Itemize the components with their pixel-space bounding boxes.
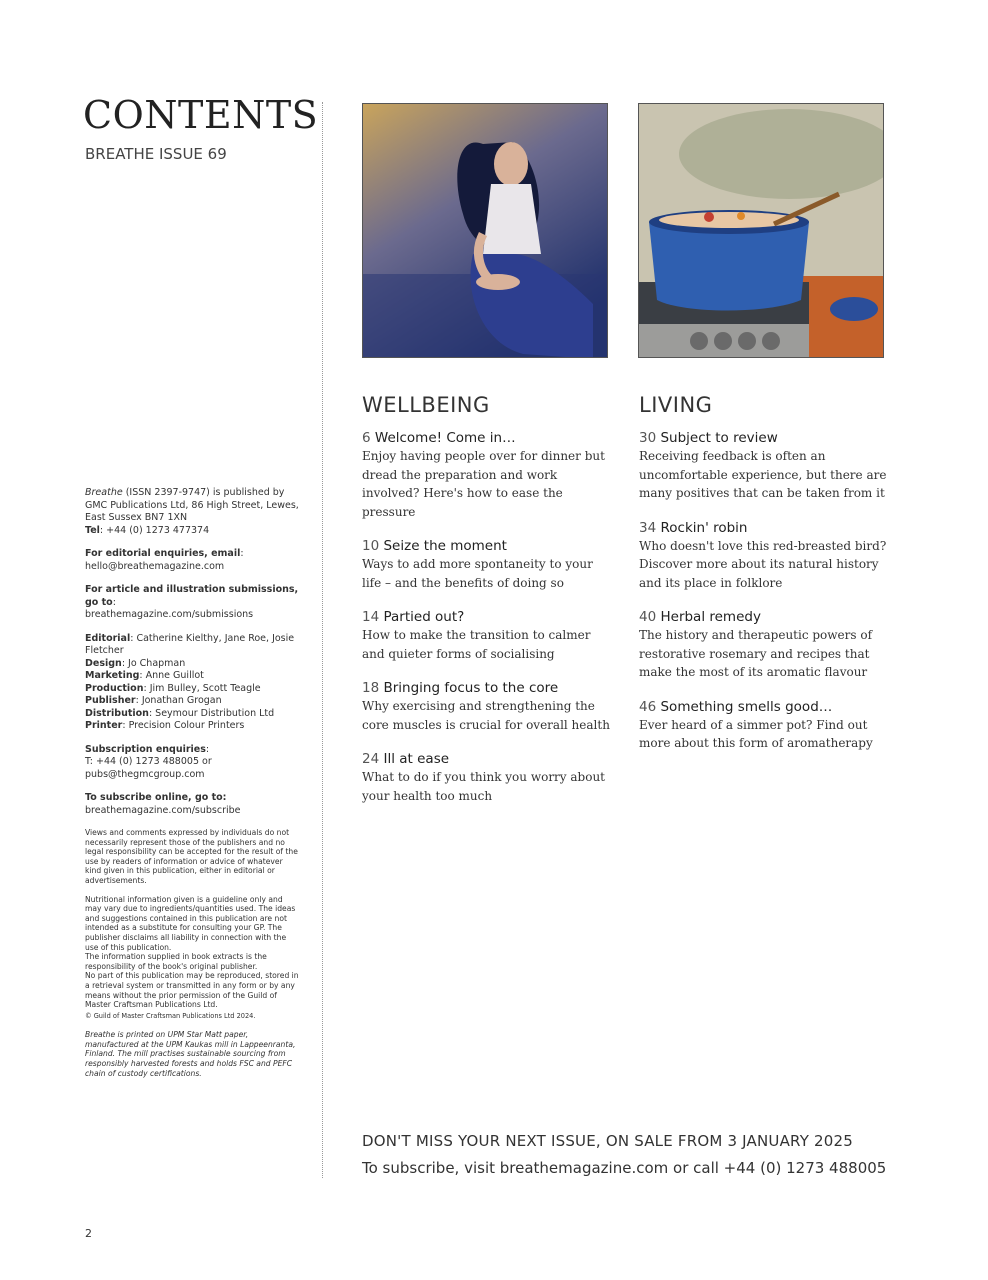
simmer-pot-illustration xyxy=(638,103,884,358)
contents-entry[interactable] xyxy=(639,698,889,753)
submissions-link[interactable]: breathemagazine.com/submissions xyxy=(85,609,254,620)
staff-row: Publisher: Jonathan Grogan xyxy=(85,695,222,706)
staff-list xyxy=(85,633,300,733)
entry-page: 18 xyxy=(362,680,380,696)
section-wellbeing xyxy=(362,393,612,821)
section-living xyxy=(639,393,889,769)
editorial-contact: For editorial enquiries, email: hello@breathemagazine.com xyxy=(85,548,244,572)
entry-title: Herbal remedy xyxy=(660,609,761,625)
section-heading: LIVING xyxy=(639,393,713,417)
entry-title: Rockin' robin xyxy=(660,519,748,536)
contents-entry[interactable] xyxy=(639,608,889,682)
entry-page: 40 xyxy=(639,609,657,625)
subscription-enquiries: Subscription enquiries: T: +44 (0) 1273 488005 or pubs@thegmcgroup.com xyxy=(85,743,212,780)
contents-entry[interactable] xyxy=(639,429,889,503)
entry-page: 14 xyxy=(362,609,380,625)
staff-row: Distribution: Seymour Distribution Ltd xyxy=(85,707,275,719)
staff-row: Production: Jim Bulley, Scott Teagle xyxy=(85,682,261,694)
disclaimer-views: Views and comments expressed by individuals do not necessarily represent those of the publishers and no legal responsibility can be accepted for the result of the use by readers of information or advice of whatever kind given in this publication, either in editorial or advertisements. xyxy=(85,828,298,885)
contents-entry[interactable] xyxy=(362,750,612,805)
entry-page: 34 xyxy=(639,519,657,536)
entry-description: Ever heard of a simmer pot? Find out more about this form of aromatherapy xyxy=(639,717,873,750)
column-divider xyxy=(322,102,323,1178)
entry-page: 30 xyxy=(639,430,657,446)
entry-description: Who doesn't love this red-breasted bird? Discover more about its natural history and its place in folklore xyxy=(639,538,887,590)
entry-page: 6 xyxy=(362,430,371,446)
subscribe-online: To subscribe online, go to: breathemagazine.com/subscribe xyxy=(85,792,241,816)
contents-entry[interactable] xyxy=(639,519,889,593)
entry-title: Something smells good… xyxy=(660,698,833,715)
staff-row: Design: Jo Chapman xyxy=(85,657,186,669)
entry-description: The history and therapeutic powers of restorative rosemary and recipes that make the most of its aromatic flavour xyxy=(639,628,873,679)
entry-page: 46 xyxy=(639,698,657,715)
page-number: 2 xyxy=(85,1227,92,1240)
entry-title: Welcome! Come in… xyxy=(374,430,516,446)
issue-label: BREATHE ISSUE 69 xyxy=(85,145,227,163)
staff-row: Printer: Precision Colour Printers xyxy=(85,720,245,731)
section-heading: WELLBEING xyxy=(362,393,490,417)
contents-entry[interactable] xyxy=(362,679,612,734)
next-issue-notice: DON'T MISS YOUR NEXT ISSUE, ON SALE FROM 3 JANUARY 2025 xyxy=(362,1132,854,1150)
entry-description: Receiving feedback is often an uncomfortable experience, but there are many positives that can be taken from it xyxy=(639,449,887,500)
woman-illustration xyxy=(362,103,608,358)
submissions-contact: For article and illustration submissions, go to: breathemagazine.com/submissions xyxy=(85,584,299,620)
entry-page: 24 xyxy=(362,751,380,767)
woman-illustration-svg xyxy=(363,104,608,358)
entry-description: What to do if you think you worry about your health too much xyxy=(362,770,605,803)
entry-description: How to make the transition to calmer and quieter forms of socialising xyxy=(362,628,591,661)
paper-note: Breathe is printed on UPM Star Matt paper, manufactured at the UPM Kaukas mill in Lappeenranta, Finland. The mill practises sustainable sourcing from responsibly harvested forests and holds FSC and PEFC chain of custody certifications. xyxy=(85,1030,296,1078)
entry-title: Bringing focus to the core xyxy=(383,680,559,696)
colophon xyxy=(85,487,300,1087)
staff-row: Marketing: Anne Guillot xyxy=(85,670,204,681)
subscribe-link[interactable]: breathemagazine.com/subscribe xyxy=(85,804,241,816)
contents-entry[interactable] xyxy=(362,429,612,521)
subscribe-notice: To subscribe, visit breathemagazine.com or call +44 (0) 1273 488005 xyxy=(362,1159,887,1177)
entry-page: 10 xyxy=(362,538,380,554)
publisher-info: Breathe (ISSN 2397-9747) is published by GMC Publications Ltd, 86 High Street, Lewes, East Sussex BN7 1XN Tel: +44 (0) 1273 477374 xyxy=(85,487,299,536)
entry-description: Ways to add more spontaneity to your life – and the benefits of doing so xyxy=(362,557,593,590)
contents-entry[interactable] xyxy=(362,537,612,592)
copyright: © Guild of Master Craftsman Publications Ltd 2024. xyxy=(85,1011,256,1020)
editorial-email-link[interactable]: hello@breathemagazine.com xyxy=(85,560,225,572)
entry-title: Subject to review xyxy=(660,430,778,446)
contents-entry[interactable] xyxy=(362,608,612,663)
entry-title: Seize the moment xyxy=(383,538,507,554)
entry-description: Enjoy having people over for dinner but dread the preparation and work involved? Here's how to ease the pressure xyxy=(362,449,605,519)
entry-title: Ill at ease xyxy=(383,751,450,767)
page-title: CONTENTS xyxy=(83,93,319,137)
simmer-pot-illustration-svg xyxy=(639,104,884,358)
next-issue-promo xyxy=(362,1132,962,1177)
entry-description: Why exercising and strengthening the core muscles is crucial for overall health xyxy=(362,699,610,732)
staff-row: Editorial: Catherine Kielthy, Jane Roe, Josie Fletcher xyxy=(85,632,295,656)
disclaimer-legal: Nutritional information given is a guideline only and may vary due to ingredients/quantities used. The ideas and suggestions contained in this publication are not intended as a substitute for consulting your GP. The publisher disclaims all liability in connection with the use of this publication. The information supplied in book extracts is the responsibility of the book's original publisher. No part of this publication may be reproduced, stored in a retrieval system or transmitted in any form or by any means without the prior permission of the Guild of Master Craftsman Publications Ltd. © Guild of Master Craftsman Publications Ltd 2024. xyxy=(85,894,299,1020)
entry-title: Partied out? xyxy=(383,609,465,625)
